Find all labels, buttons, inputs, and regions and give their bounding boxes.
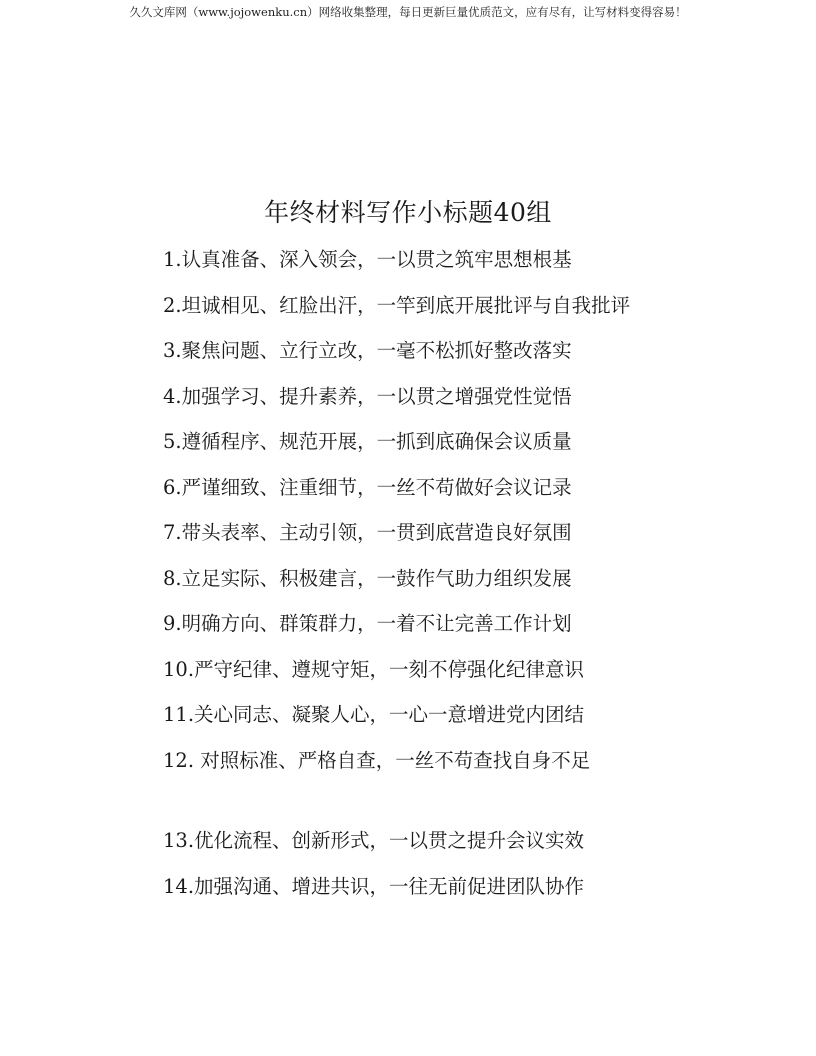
document-title: 年终材料写作小标题40组	[264, 198, 552, 227]
list-item: 14.加强沟通、增进共识，一往无前促进团队协作	[163, 874, 585, 898]
list-item: 8.立足实际、积极建言，一鼓作气助力组织发展	[163, 566, 572, 590]
list-item: 3.聚焦问题、立行立改，一毫不松抓好整改落实	[163, 339, 572, 362]
list-item: 1.认真准备、深入领会，一以贯之筑牢思想根基	[163, 248, 572, 271]
list-item: 6.严谨细致、注重细节，一丝不苟做好会议记录	[163, 475, 572, 499]
list-item: 12. 对照标准、严格自查，一丝不苟查找自身不足	[163, 748, 591, 772]
header-note: 久久文库网（www.jojowenku.cn）网络收集整理，每日更新巨量优质范文，应有尽有，让写材料变得容易！	[129, 5, 687, 19]
list-item: 9.明确方向、群策群力，一着不让完善工作计划	[163, 612, 572, 635]
list-item: 2.坦诚相见、红脸出汗，一竿到底开展批评与自我批评	[163, 293, 631, 317]
item-list	[163, 244, 783, 916]
list-item: 11.关心同志、凝聚人心，一心一意增进党内团结	[163, 703, 585, 726]
list-item: 5.遵循程序、规范开展，一抓到底确保会议质量	[163, 430, 572, 453]
list-item: 10.严守纪律、遵规守矩，一刻不停强化纪律意识	[163, 657, 585, 681]
list-item: 7.带头表率、主动引领，一贯到底营造良好氛围	[163, 521, 572, 544]
list-item: 13.优化流程、创新形式，一以贯之提升会议实效	[163, 829, 585, 852]
list-item: 4.加强学习、提升素养，一以贯之增强党性觉悟	[163, 384, 572, 408]
